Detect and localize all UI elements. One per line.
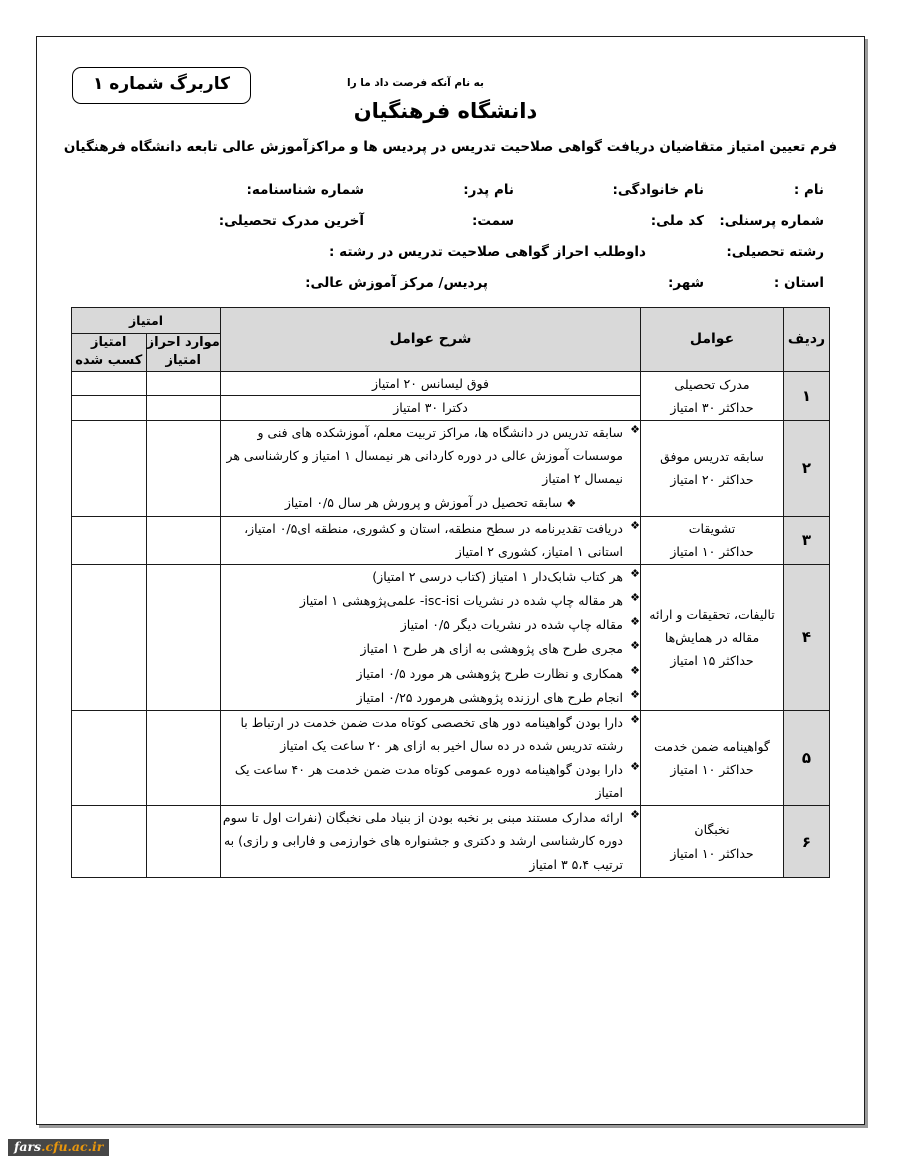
list-item-text: مقاله چاپ شده در نشریات دیگر ۰/۵ امتیاز <box>400 617 623 633</box>
cell-kasb[interactable] <box>72 396 147 420</box>
diamond-bullet-icon: ❖ <box>566 496 577 510</box>
cell-movared[interactable] <box>146 396 221 420</box>
table-row <box>72 420 830 516</box>
list-item <box>221 589 640 612</box>
factor-title: گواهینامه ضمن خدمت <box>654 738 770 754</box>
factor-title: تشویقات <box>688 521 736 537</box>
cell-factor <box>641 806 784 877</box>
list-item <box>221 662 640 685</box>
table-row <box>72 565 830 711</box>
header-sharh: شرح عوامل <box>221 307 641 372</box>
cell-description <box>221 710 641 806</box>
cell-factor <box>641 420 784 516</box>
label-father-name: نام پدر: <box>463 182 514 199</box>
cell-kasb[interactable] <box>72 565 147 711</box>
list-item-text: مجری طرح های پژوهشی به ازای هر طرح ۱ امتیاز <box>360 641 623 657</box>
form-number-badge: کاربرگ شماره ۱ <box>72 67 251 104</box>
cell-kasb[interactable] <box>72 420 147 516</box>
applicant-fields <box>83 183 824 290</box>
label-id-number: شماره شناسنامه: <box>246 182 364 199</box>
bullet-list <box>221 565 640 709</box>
diamond-bullet-icon: ❖ <box>630 712 640 726</box>
list-item <box>221 491 640 515</box>
label-position: سمت: <box>471 213 514 230</box>
cell-radif: ۴ <box>784 565 830 711</box>
label-last-degree: آخرین مدرک تحصیلی: <box>218 213 364 230</box>
site-watermark <box>8 1139 109 1157</box>
list-item-text: دارا بودن گواهینامه دوره عمومی کوتاه مدت ضمن خدمت هر ۴۰ ساعت یک امتیاز <box>234 762 623 801</box>
cell-description <box>221 420 641 516</box>
list-item-text: دریافت تقدیرنامه در سطح منطقه، استان و کشوری، منطقه ای۰/۵ امتیاز، استانی ۱ امتیاز، کشوری ۲ امتیاز <box>244 520 623 559</box>
list-item-text: هر مقاله چاپ شده در نشریات isc-isi- علمی‌پژوهشی ۱ امتیاز <box>299 593 623 609</box>
cell-kasb[interactable] <box>72 710 147 806</box>
factor-title: تالیفات، تحقیقات و ارائه مقاله در همایش‌ها <box>649 606 775 645</box>
label-name: نام : <box>793 182 824 199</box>
list-item <box>221 806 640 875</box>
factor-title: سابقه تدریس موفق <box>660 449 764 465</box>
list-item <box>221 613 640 636</box>
cell-kasb[interactable] <box>72 372 147 396</box>
factor-max: حداکثر ۲۰ امتیاز <box>670 472 754 488</box>
bullet-list <box>221 421 640 515</box>
bullet-list <box>221 806 640 875</box>
diamond-bullet-icon: ❖ <box>630 567 640 581</box>
bullet-list <box>221 711 640 805</box>
list-item-text: همکاری و نظارت طرح پژوهشی هر مورد ۰/۵ امتیاز <box>356 665 623 681</box>
diamond-bullet-icon: ❖ <box>630 518 640 532</box>
factor-max: حداکثر ۱۰ امتیاز <box>670 845 754 861</box>
cell-factor <box>641 516 784 564</box>
diamond-bullet-icon: ❖ <box>630 663 640 677</box>
factor-title: نخبگان <box>694 822 730 838</box>
label-field-of-study: رشته تحصیلی: <box>726 243 824 260</box>
factor-max: حداکثر ۳۰ امتیاز <box>670 399 754 415</box>
cell-movared[interactable] <box>146 420 221 516</box>
diamond-bullet-icon: ❖ <box>630 639 640 653</box>
diamond-bullet-icon: ❖ <box>630 591 640 605</box>
cell-description: فوق لیسانس ۲۰ امتیاز <box>221 372 641 396</box>
cell-factor <box>641 565 784 711</box>
cell-radif: ۶ <box>784 806 830 877</box>
cell-kasb[interactable] <box>72 806 147 877</box>
header-kasb-shode: امتیاز کسب شده <box>72 333 147 372</box>
table-head-row-1 <box>72 307 830 333</box>
form-subtitle: فرم تعیین امتیاز متقاضیان دریافت گواهی صلاحیت تدریس در پردیس ها و مراکزآموزش عالی تابعه دانشگاه فرهنگیان <box>63 139 838 155</box>
diamond-bullet-icon: ❖ <box>630 422 640 436</box>
factor-max: حداکثر ۱۰ امتیاز <box>670 544 754 560</box>
header-movared-ehraz: موارد احراز امتیاز <box>146 333 221 372</box>
factor-title: مدرک تحصیلی <box>674 376 750 392</box>
label-city: شهر: <box>668 274 704 291</box>
label-personnel-number: شماره پرسنلی: <box>719 213 824 230</box>
invocation-line: به نام آنکه فرصت داد ما را <box>347 77 484 89</box>
cell-radif: ۱ <box>784 372 830 420</box>
university-name: دانشگاه فرهنگیان <box>353 99 538 123</box>
cell-movared[interactable] <box>146 565 221 711</box>
factor-max: حداکثر ۱۰ امتیاز <box>670 762 754 778</box>
cell-movared[interactable] <box>146 710 221 806</box>
table-row <box>72 806 830 877</box>
table-head <box>72 307 830 372</box>
list-item-text: دارا بودن گواهینامه دور های تخصصی کوتاه مدت ضمن خدمت در ارتباط با رشته تدریس شده در ده سال اخیر به ازای هر ۲۰ ساعت یک امتیاز <box>240 714 623 753</box>
diamond-bullet-icon: ❖ <box>630 760 640 774</box>
list-item <box>221 637 640 660</box>
cell-description <box>221 565 641 711</box>
list-item <box>221 517 640 563</box>
watermark-part-1: fars <box>14 1138 42 1154</box>
label-campus: پردیس/ مرکز آموزش عالی: <box>305 274 488 291</box>
diamond-bullet-icon: ❖ <box>630 687 640 701</box>
list-item-text: هر کتاب شابک‌دار ۱ امتیاز (کتاب درسی ۲ امتیاز) <box>372 569 623 585</box>
header-radif: ردیف <box>784 307 830 372</box>
cell-factor <box>641 710 784 806</box>
table-row <box>72 516 830 564</box>
label-province: استان : <box>773 274 824 291</box>
table-body <box>72 372 830 877</box>
list-item <box>221 686 640 709</box>
list-item-text: سابقه تدریس در دانشگاه ها، مراکز تربیت معلم، آموزشکده های فنی و موسسات آموزش عالی در دوره کاردانی هر نیمسال ۱ امتیاز و کارشناسی هر نیمسال ۲ امتیاز <box>226 424 623 486</box>
list-item-text: انجام طرح های ارزنده پژوهشی هرمورد ۰/۲۵ امتیاز <box>356 689 623 705</box>
table-row <box>72 710 830 806</box>
list-item <box>221 421 640 490</box>
cell-movared[interactable] <box>146 372 221 396</box>
cell-description: دکترا ۳۰ امتیاز <box>221 396 641 420</box>
header-emtiaz-group: امتیاز <box>72 307 221 333</box>
label-candidate-field: داوطلب احراز گواهی صلاحیت تدریس در رشته : <box>329 243 646 260</box>
page-inner <box>37 37 864 1124</box>
cell-factor <box>641 372 784 420</box>
label-family-name: نام خانوادگی: <box>612 182 704 199</box>
cell-description <box>221 806 641 877</box>
watermark-part-2: .cfu.ac.ir <box>41 1138 104 1154</box>
field-row-3 <box>83 245 824 260</box>
bullet-list <box>221 517 640 563</box>
diamond-bullet-icon: ❖ <box>630 615 640 629</box>
label-national-code: کد ملی: <box>650 213 704 230</box>
header-avamel: عوامل <box>641 307 784 372</box>
field-row-2 <box>83 214 824 229</box>
cell-radif: ۲ <box>784 420 830 516</box>
list-item-text: ارائه مدارک مستند مبنی بر نخبه بودن از بنیاد ملی نخبگان (نفرات اول تا سوم دوره کارشناسی ارشد و دکتری و جشنواره های خوارزمی و فارابی و رازی) به ترتیب ۵،۴ ۳ امتیاز <box>222 810 623 872</box>
page-frame <box>36 36 865 1125</box>
list-item <box>221 565 640 588</box>
list-item-text: سابقه تحصیل در آموزش و پرورش هر سال ۰/۵ امتیاز <box>284 494 563 510</box>
cell-radif: ۵ <box>784 710 830 806</box>
scoring-table <box>71 307 830 878</box>
field-row-1 <box>83 183 824 198</box>
list-item <box>221 758 640 804</box>
diamond-bullet-icon: ❖ <box>630 808 640 822</box>
cell-movared[interactable] <box>146 516 221 564</box>
factor-max: حداکثر ۱۵ امتیاز <box>670 653 754 669</box>
list-item <box>221 711 640 757</box>
cell-kasb[interactable] <box>72 516 147 564</box>
field-row-4 <box>83 276 824 291</box>
cell-radif: ۳ <box>784 516 830 564</box>
cell-movared[interactable] <box>146 806 221 877</box>
cell-description <box>221 516 641 564</box>
table-row <box>72 372 830 396</box>
